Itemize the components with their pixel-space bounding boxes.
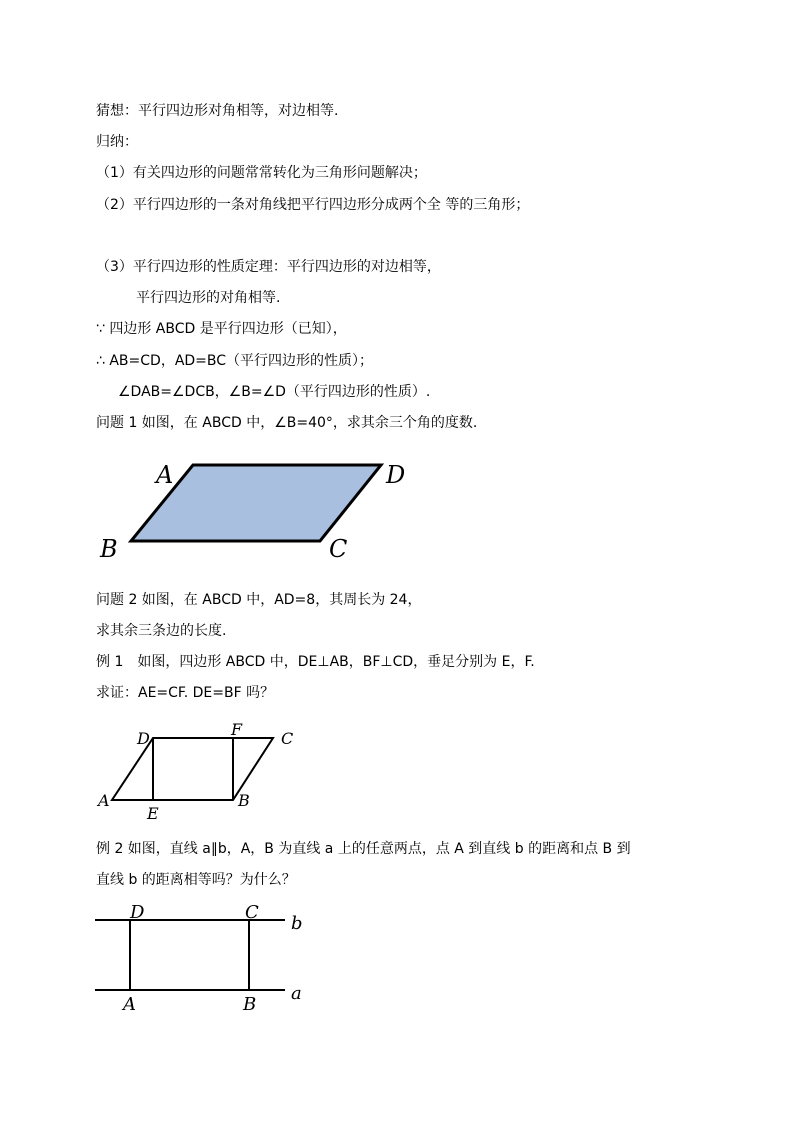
label-D: D	[386, 461, 406, 489]
label-C: C	[281, 729, 294, 748]
example-1: 例 1 如图，四边形 ABCD 中，DE⊥AB，BF⊥CD，垂足分别为 E，F.	[96, 654, 535, 670]
label-A: A	[156, 461, 174, 489]
therefore-statement: ∴ AB=CD，AD=BC（平行四边形的性质）；	[96, 353, 374, 369]
angle-statement: ∠DAB=∠DCB，∠B=∠D（平行四边形的性质）.	[118, 384, 431, 400]
label-D: D	[137, 729, 150, 748]
parallel-lines-figure	[95, 900, 315, 1020]
prove-statement: 求证：AE=CF. DE=BF 吗？	[96, 685, 275, 701]
label-D: D	[130, 902, 145, 923]
parallelogram-figure	[95, 455, 425, 570]
label-B: B	[243, 994, 257, 1015]
summary-item-3-cont: 平行四边形的对角相等.	[136, 290, 281, 306]
perpendicular-figure	[95, 722, 315, 822]
summary-item-1: （1）有关四边形的问题常常转化为三角形问题解决；	[96, 165, 427, 181]
label-A: A	[123, 994, 136, 1015]
label-C: C	[245, 902, 259, 923]
summary-item-2: （2）平行四边形的一条对角线把平行四边形分成两个全 等的三角形；	[96, 197, 530, 213]
label-E: E	[147, 804, 159, 823]
example-2: 例 2 如图，直线 a∥b，A，B 为直线 a 上的任意两点，点 A 到直线 b 的距离和点 B 到	[96, 841, 631, 857]
label-F: F	[231, 720, 243, 739]
because-statement: ∵ 四边形 ABCD 是平行四边形（已知），	[96, 321, 347, 337]
label-a: a	[291, 983, 302, 1004]
label-B: B	[100, 535, 118, 563]
summary-item-3: （3）平行四边形的性质定理：平行四边形的对边相等，	[96, 259, 441, 275]
label-C: C	[329, 535, 348, 563]
example-2-cont: 直线 b 的距离相等吗？为什么？	[96, 872, 296, 888]
problem-1: 问题 1 如图，在 ABCD 中，∠B=40°，求其余三个角的度数.	[96, 415, 478, 431]
problem-2: 问题 2 如图，在 ABCD 中，AD=8，其周长为 24，	[96, 592, 422, 608]
label-A: A	[98, 791, 110, 810]
label-B: B	[238, 791, 250, 810]
summary-title: 归纳：	[96, 134, 138, 150]
conjecture-text: 猜想：平行四边形对角相等，对边相等.	[96, 103, 339, 119]
problem-2-cont: 求其余三条边的长度.	[96, 623, 227, 639]
label-b: b	[291, 913, 303, 934]
